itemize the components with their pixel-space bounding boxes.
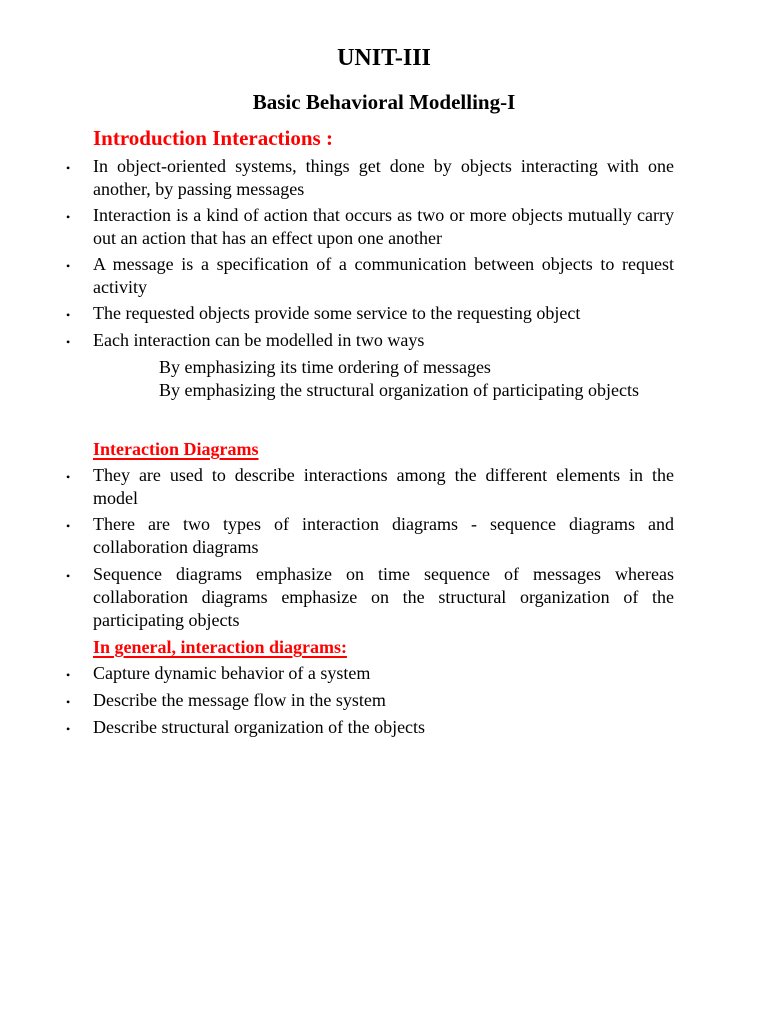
list-item-text: Interaction is a kind of action that occurs as two or more objects mutually carry out an action that has an effect upon one another [93, 205, 674, 248]
list-item-text: Describe the message flow in the system [93, 690, 386, 710]
list-item-text: The requested objects provide some service to the requesting object [93, 303, 581, 323]
list-item-text: In object-oriented systems, things get done by objects interacting with one another, by passing messages [93, 156, 674, 199]
list-item-text: There are two types of interaction diagrams - sequence diagrams and collaboration diagrams [93, 514, 674, 557]
list-item-text: Sequence diagrams emphasize on time sequence of messages whereas collaboration diagrams emphasize on the structural organization of the participating objects [93, 564, 674, 630]
list-item-text: Describe structural organization of the objects [93, 717, 426, 737]
page-subtitle: Basic Behavioral Modelling-I [252, 90, 516, 114]
bullet-icon: • [66, 668, 71, 682]
section-heading-in-general: In general, interaction diagrams: [93, 637, 347, 657]
sub-item-text: By emphasizing its time ordering of messages [159, 357, 491, 377]
bullet-icon: • [66, 210, 71, 224]
bullet-icon: • [66, 695, 71, 709]
section-heading-introduction: Introduction Interactions : [93, 126, 333, 150]
bullet-icon: • [66, 308, 71, 322]
bullet-icon: • [66, 569, 71, 583]
bullet-icon: • [66, 161, 71, 175]
bullet-icon: • [66, 519, 71, 533]
section-heading-interaction-diagrams: Interaction Diagrams [93, 439, 259, 459]
bullet-icon: • [66, 259, 71, 273]
bullet-icon: • [66, 335, 71, 349]
list-item-text: They are used to describe interactions among the different elements in the model [93, 465, 674, 508]
list-item-text: A message is a specification of a communication between objects to request activity [93, 254, 674, 297]
sub-item-text: By emphasizing the structural organization of participating objects [159, 380, 640, 400]
list-item-text: Each interaction can be modelled in two ways [93, 330, 425, 350]
list-item-text: Capture dynamic behavior of a system [93, 663, 371, 683]
page-title: UNIT-III [337, 45, 431, 71]
bullet-icon: • [66, 722, 71, 736]
bullet-icon: • [66, 470, 71, 484]
